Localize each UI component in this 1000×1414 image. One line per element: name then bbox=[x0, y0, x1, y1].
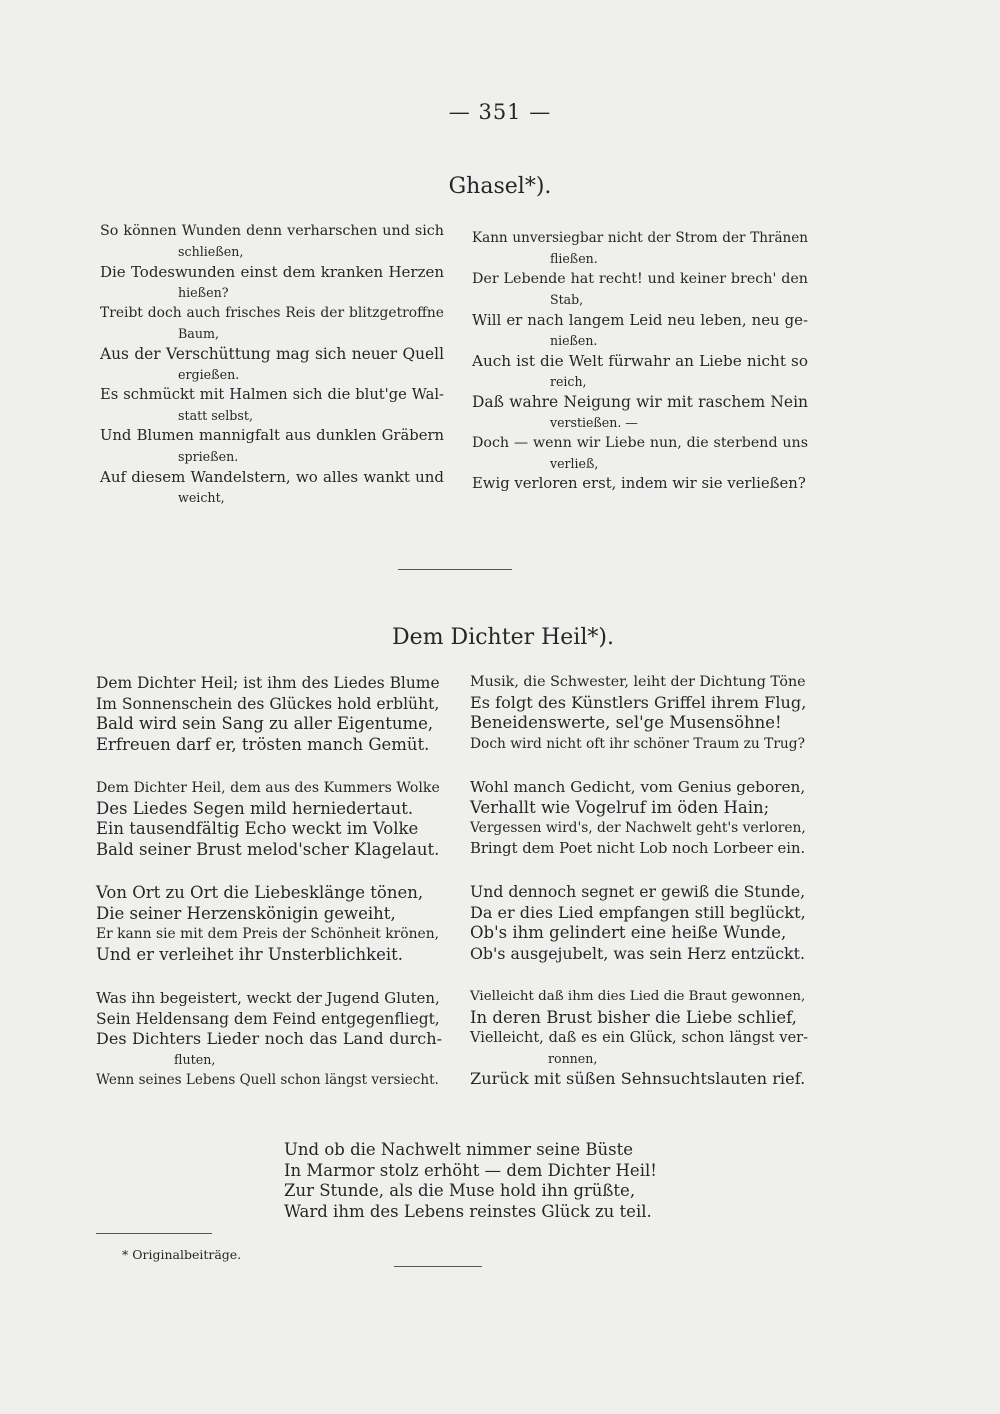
poem2-line: Erfreuen darf er, trösten manch Gemüt. bbox=[96, 734, 430, 754]
poem1-right-line: Der Lebende hat recht! und keiner brech' den bbox=[472, 271, 808, 287]
poem1-left-line: So können Wunden denn verharschen und sich bbox=[100, 223, 444, 239]
poem1-right-line: fließen. bbox=[550, 250, 598, 266]
poem1-right-column bbox=[472, 228, 808, 495]
poem1-left-line: schließen, bbox=[178, 243, 244, 259]
poem1-left-column bbox=[100, 221, 444, 508]
poem2-line: Und ob die Nachwelt nimmer seine Büste bbox=[284, 1140, 633, 1159]
poem2-right-stanza bbox=[470, 777, 808, 859]
poem2-line: Bringt dem Poet nicht Lob noch Lorbeer ein. bbox=[470, 839, 806, 857]
poem1-left-line: Es schmückt mit Halmen sich die blut'ge Wal- bbox=[100, 386, 444, 403]
poem1-right-line: Auch ist die Welt fürwahr an Liebe nicht so bbox=[472, 352, 808, 370]
poem2-left-stanza bbox=[96, 988, 442, 1091]
footnote: * Originalbeiträge. bbox=[122, 1247, 242, 1262]
poem2-line: Ein tausendfältig Echo weckt im Volke bbox=[96, 819, 419, 838]
poem2-line: Und er verleihet ihr Unsterblichkeit. bbox=[96, 944, 404, 964]
poem1-left-line: statt selbst, bbox=[178, 407, 253, 423]
poem1-right-line: Ewig verloren erst, indem wir sie verließen? bbox=[472, 475, 806, 492]
poem1-right-line: Will er nach langem Leid neu leben, neu ge- bbox=[472, 311, 808, 329]
poem1-left-line: Und Blumen mannigfalt aus dunklen Gräbern bbox=[100, 427, 444, 444]
poem2-right-stanza bbox=[470, 672, 808, 754]
poem2-line: Zur Stunde, als die Muse hold ihn grüßte, bbox=[284, 1181, 636, 1200]
poem2-line: fluten, bbox=[174, 1051, 216, 1067]
section-divider bbox=[398, 569, 512, 570]
poem2-line: Des Liedes Segen mild herniedertaut. bbox=[96, 798, 414, 818]
poem2-left-stanza bbox=[96, 883, 442, 965]
poem1-right-line: verließ, bbox=[550, 455, 599, 471]
poem1-left-line: ergießen. bbox=[178, 366, 240, 382]
poem2-line: Von Ort zu Ort die Liebesklänge tönen, bbox=[96, 883, 424, 902]
poem2-line: ronnen, bbox=[548, 1050, 598, 1066]
poem1-right-line: verstießen. — bbox=[550, 414, 638, 430]
poem2-line: Bald wird sein Sang zu aller Eigentume, bbox=[96, 714, 434, 733]
poem1-right-line: nießen. bbox=[550, 332, 598, 348]
poem1-left-line: Aus der Verschüttung mag sich neuer Quell bbox=[100, 345, 444, 363]
poem2-line: Doch wird nicht oft ihr schöner Traum zu Trug? bbox=[470, 735, 805, 752]
poem2-line: Die seiner Herzenskönigin geweiht, bbox=[96, 903, 396, 923]
footnote-rule bbox=[96, 1233, 212, 1234]
poem1-left-line: Baum, bbox=[178, 325, 219, 341]
poem2-line: Vielleicht, daß es ein Glück, schon längst ver- bbox=[470, 1030, 808, 1046]
poem2-left-column bbox=[96, 673, 442, 1091]
poem1-right-line: Doch — wenn wir Liebe nun, die sterbend uns bbox=[472, 435, 808, 451]
poem1-left-line: Die Todeswunden einst dem kranken Herzen bbox=[100, 263, 444, 281]
end-rule bbox=[394, 1266, 482, 1267]
poem2-title: Dem Dichter Heil*). bbox=[392, 625, 614, 650]
poem2-line: Was ihn begeistert, weckt der Jugend Gluten, bbox=[96, 989, 440, 1007]
poem2-line: Ob's ausgejubelt, was sein Herz entzückt. bbox=[470, 943, 805, 963]
poem2-line: Und dennoch segnet er gewiß die Stunde, bbox=[470, 882, 806, 901]
poem1-left-line: hießen? bbox=[178, 284, 229, 300]
poem1-left-line: weicht, bbox=[178, 489, 225, 505]
poem2-line: Wohl manch Gedicht, vom Genius geboren, bbox=[470, 778, 806, 796]
poem2-line: Vergessen wird's, der Nachwelt geht's verloren, bbox=[470, 820, 806, 836]
poem2-final-stanza bbox=[284, 1140, 657, 1222]
poem2-right-stanza bbox=[470, 882, 808, 964]
poem2-line: Sein Heldensang dem Feind entgegenfliegt, bbox=[96, 1009, 440, 1028]
poem2-left-stanza bbox=[96, 673, 442, 755]
poem1-right-line: reich, bbox=[550, 373, 587, 389]
poem2-line: Verhallt wie Vogelruf im öden Hain; bbox=[470, 797, 770, 817]
poem1-right-line: Kann unversiegbar nicht der Strom der Thränen bbox=[472, 230, 808, 246]
poem1-left-line: sprießen. bbox=[178, 448, 239, 464]
poem2-line: Ob's ihm gelindert eine heiße Wunde, bbox=[470, 923, 787, 942]
poem2-line: Da er dies Lied empfangen still beglückt, bbox=[470, 902, 806, 922]
page-number: — 351 — bbox=[448, 100, 552, 124]
poem2-line: Bald seiner Brust melod'scher Klagelaut. bbox=[96, 839, 440, 859]
poem2-line: In Marmor stolz erhöht — dem Dichter Heil! bbox=[284, 1160, 657, 1180]
poem2-line: Im Sonnenschein des Glückes hold erblüht, bbox=[96, 694, 440, 713]
poem1-right-line: Stab, bbox=[550, 291, 584, 307]
poem2-line: Zurück mit süßen Sehnsuchtslauten rief. bbox=[470, 1069, 806, 1088]
poem2-line: Ward ihm des Lebens reinstes Glück zu teil. bbox=[284, 1201, 652, 1221]
poem2-line: Es folgt des Künstlers Griffel ihrem Flug, bbox=[470, 692, 807, 712]
poem1-left-line: Treibt doch auch frisches Reis der blitzgetroffne bbox=[100, 305, 444, 321]
poem2-line: Er kann sie mit dem Preis der Schönheit krönen, bbox=[96, 926, 440, 942]
poem2-line: In deren Brust bisher die Liebe schlief, bbox=[470, 1007, 797, 1027]
poem2-line: Des Dichters Lieder noch das Land durch- bbox=[96, 1029, 442, 1048]
poem2-line: Musik, die Schwester, leiht der Dichtung Töne bbox=[470, 674, 806, 690]
poem1-left-line: Auf diesem Wandelstern, wo alles wankt und bbox=[100, 468, 444, 486]
poem2-line: Dem Dichter Heil, dem aus des Kummers Wolke bbox=[96, 780, 440, 796]
poem2-right-column bbox=[470, 672, 808, 1090]
poem2-left-stanza bbox=[96, 778, 442, 860]
poem2-line: Beneidenswerte, sel'ge Musensöhne! bbox=[470, 713, 782, 732]
poem2-right-stanza bbox=[470, 987, 808, 1090]
poem2-line: Dem Dichter Heil; ist ihm des Liedes Blume bbox=[96, 674, 440, 692]
poem1-title: Ghasel*). bbox=[448, 174, 552, 199]
poem2-line: Vielleicht daß ihm dies Lied die Braut gewonnen, bbox=[470, 989, 806, 1004]
poem1-right-line: Daß wahre Neigung wir mit raschem Nein bbox=[472, 393, 808, 411]
poem2-line: Wenn seines Lebens Quell schon längst versiecht. bbox=[96, 1072, 439, 1088]
